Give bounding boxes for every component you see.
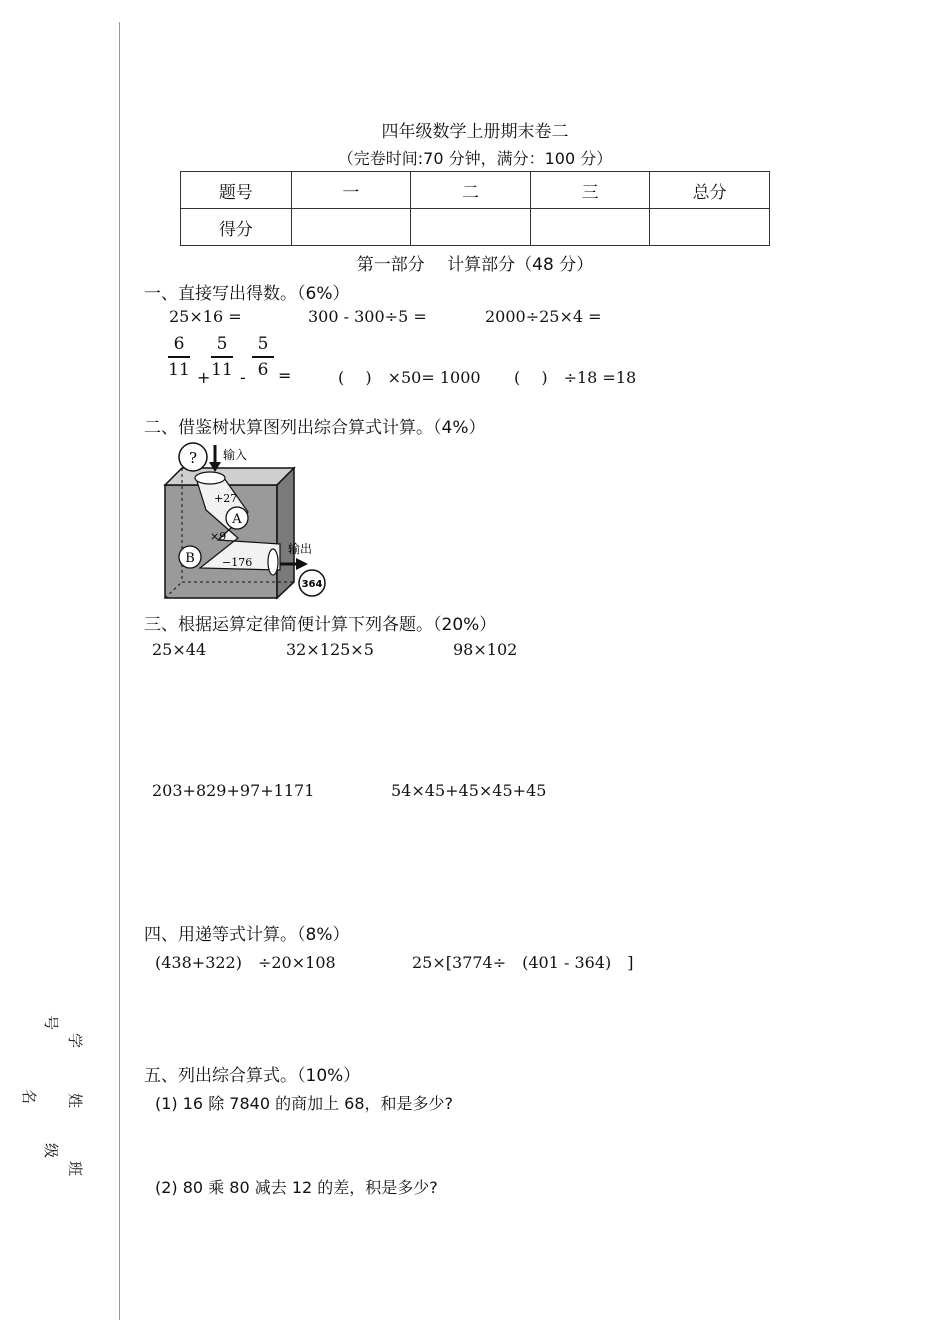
word-problem: (1) 16 除 7840 的商加上 68，和是多少? — [155, 1094, 454, 1113]
side-label-ban: 班 — [66, 1160, 85, 1177]
problem: 300 - 300÷5 = — [308, 307, 427, 326]
fraction-bar — [168, 356, 190, 358]
problem: 203+829+97+1171 — [152, 781, 315, 800]
section2-heading: 二、借鉴树状算图列出综合算式计算。（4%） — [144, 418, 486, 438]
box-side — [277, 468, 294, 598]
fraction-numerator: 5 — [257, 334, 269, 354]
side-label-xing: 姓 — [66, 1092, 85, 1109]
fraction — [252, 334, 274, 380]
table-cell: 总分 — [650, 172, 770, 209]
problem: 25×16 = — [169, 307, 242, 326]
score-input-cell[interactable] — [411, 209, 531, 246]
section5-heading: 五、列出综合算式。（10%） — [144, 1066, 361, 1086]
fraction-denominator: 11 — [168, 359, 190, 380]
side-label-ji: 级 — [42, 1142, 61, 1159]
score-input-cell[interactable] — [530, 209, 650, 246]
table-cell: 三 — [530, 172, 650, 209]
box-top — [165, 468, 294, 485]
fraction-numerator: 6 — [173, 334, 185, 354]
part-title: 第一部分 计算部分（48 分） — [356, 255, 594, 275]
result-value: 364 — [301, 579, 323, 590]
fraction-numerator: 5 — [216, 334, 228, 354]
problem: 32×125×5 — [286, 640, 374, 659]
side-label-ming: 名 — [20, 1088, 39, 1105]
problem: 2000÷25×4 = — [485, 307, 602, 326]
table-cell: 一 — [291, 172, 411, 209]
side-label-hao: 号 — [42, 1014, 61, 1031]
question-mark: ? — [188, 449, 198, 467]
problem: 54×45+45×45+45 — [391, 781, 547, 800]
fraction — [168, 334, 190, 380]
fill-blank-problem: ( ) ÷18 =18 — [514, 368, 637, 387]
fraction-bar — [252, 356, 274, 358]
fraction-denominator: 6 — [257, 359, 269, 380]
equals-sign: = — [278, 366, 292, 385]
op-label: +27 — [214, 492, 238, 505]
section1-heading: 一、直接写出得数。（6%） — [144, 284, 350, 304]
minus-sign: - — [240, 368, 246, 387]
problem: 25×[3774÷ (401 - 364) ] — [412, 953, 634, 972]
page-subtitle: （完卷时间:70 分钟，满分：100 分） — [337, 149, 613, 168]
table-cell: 题号 — [181, 172, 292, 209]
page-title: 四年级数学上册期末卷二 — [381, 122, 569, 142]
score-input-cell[interactable] — [650, 209, 770, 246]
table-cell: 得分 — [181, 209, 292, 246]
problem: 25×44 — [152, 640, 207, 659]
fraction — [211, 334, 233, 380]
node-b-label: B — [185, 551, 195, 566]
output-arrow-head — [296, 558, 308, 570]
score-table — [180, 171, 770, 246]
node-a-label: A — [232, 512, 242, 527]
table-cell: 二 — [411, 172, 531, 209]
problem: (438+322) ÷20×108 — [155, 953, 336, 972]
plus-sign: + — [197, 368, 211, 387]
fill-blank-problem: ( ) ×50= 1000 — [338, 368, 481, 387]
problem: 98×102 — [453, 640, 518, 659]
section3-heading: 三、根据运算定律简便计算下列各题。（20%） — [144, 615, 497, 635]
input-label: 输入 — [223, 448, 248, 462]
table-row — [181, 172, 770, 209]
op-label: −176 — [222, 556, 253, 569]
word-problem: (2) 80 乘 80 减去 12 的差，积是多少? — [155, 1178, 438, 1197]
section4-heading: 四、用递等式计算。（8%） — [144, 925, 350, 945]
output-opening — [268, 549, 278, 575]
op-label: ×9 — [210, 530, 227, 543]
side-label-xue: 学 — [66, 1032, 85, 1049]
fraction-bar — [211, 356, 233, 358]
score-input-cell[interactable] — [291, 209, 411, 246]
tree-diagram — [160, 440, 340, 605]
table-row — [181, 209, 770, 246]
margin-line — [119, 22, 120, 1320]
output-label: 输出 — [288, 542, 313, 556]
input-opening — [195, 472, 225, 484]
fraction-denominator: 11 — [211, 359, 233, 380]
